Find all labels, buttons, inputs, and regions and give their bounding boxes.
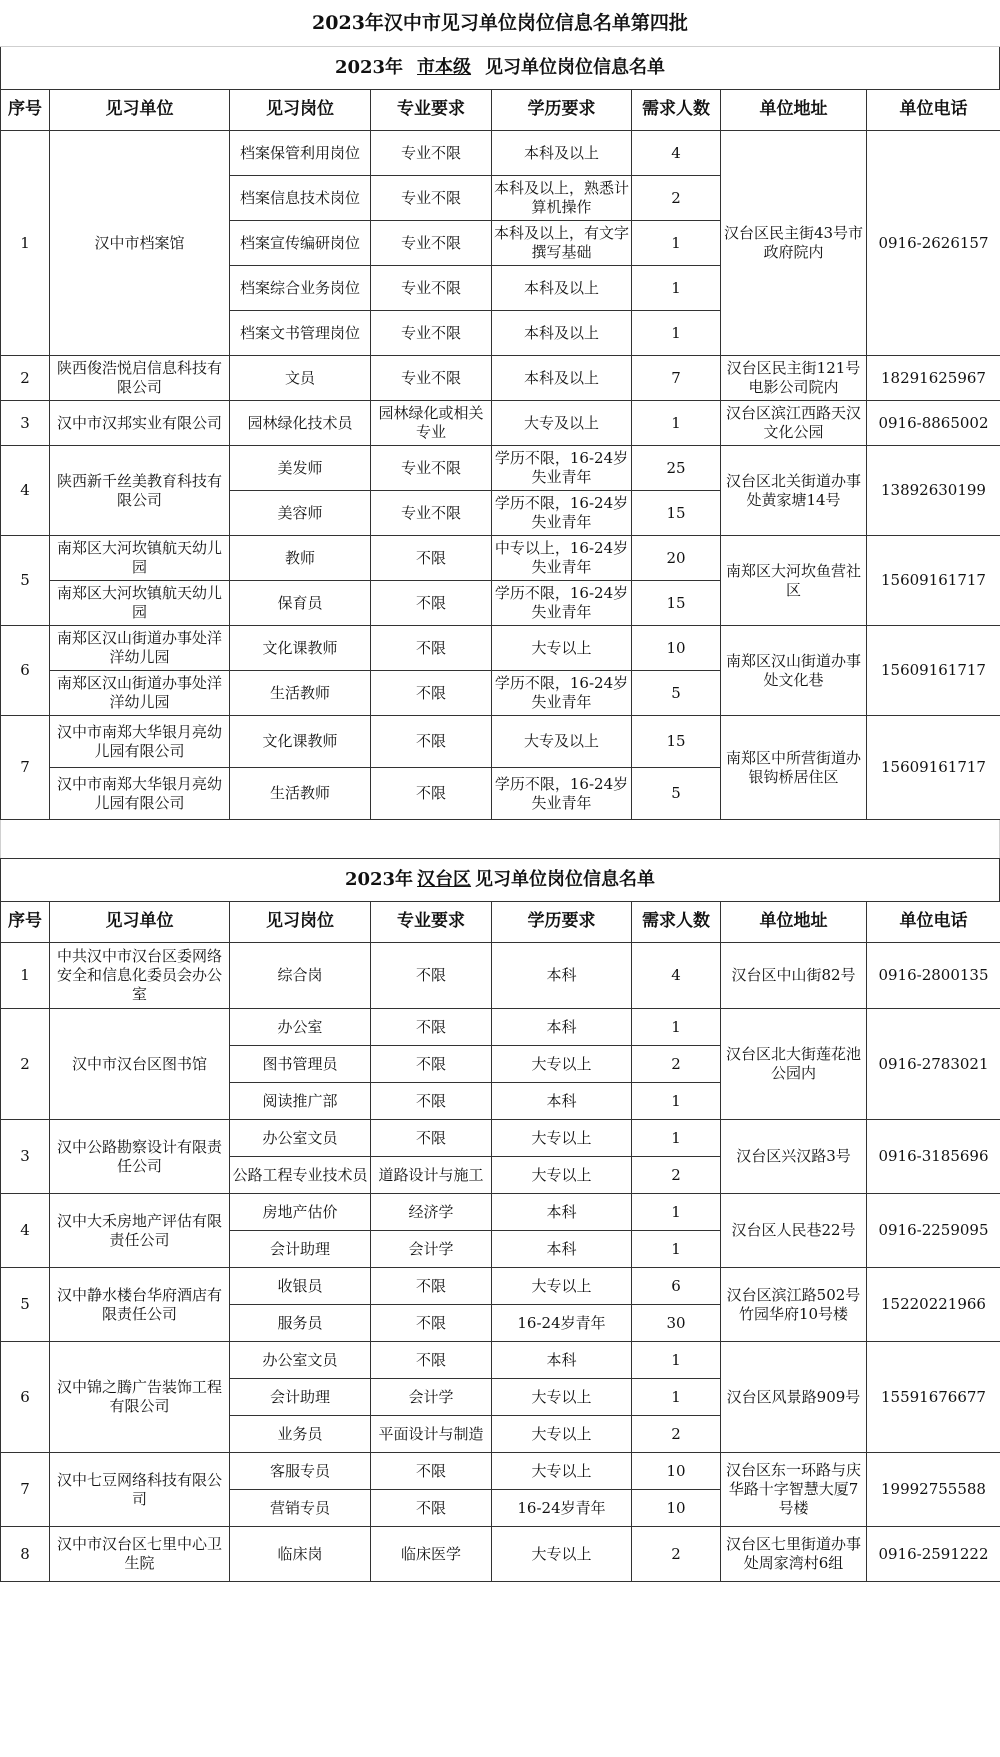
headcount: 1 [632,1120,721,1157]
row-number: 3 [1,1120,50,1194]
row-number: 6 [1,1342,50,1453]
unit-address: 汉台区兴汉路3号 [721,1120,867,1194]
job-post: 图书管理员 [230,1046,371,1083]
unit-phone: 18291625967 [867,356,1000,401]
row-number: 5 [1,536,50,626]
unit-phone: 0916-3185696 [867,1120,1000,1194]
major-requirement: 不限 [371,1490,492,1527]
unit-address: 汉台区滨江西路天汉文化公园 [721,401,867,446]
job-post: 服务员 [230,1305,371,1342]
job-post: 文化课教师 [230,716,371,768]
unit-name: 中共汉中市汉台区委网络安全和信息化委员会办公室 [50,943,230,1009]
education-requirement: 大专以上 [492,1379,632,1416]
job-post: 业务员 [230,1416,371,1453]
unit-phone: 0916-2259095 [867,1194,1000,1268]
section-title-suffix: 见习单位岗位信息名单 [475,869,656,890]
row-number: 3 [1,401,50,446]
table-row [1,1009,1000,1046]
major-requirement: 专业不限 [371,491,492,536]
row-number: 2 [1,356,50,401]
major-requirement: 不限 [371,716,492,768]
unit-name: 陕西新千丝美教育科技有限公司 [50,446,230,536]
unit-address: 汉台区东一环路与庆华路十字智慧大厦7号楼 [721,1453,867,1527]
education-requirement: 大专以上 [492,1416,632,1453]
headcount: 5 [632,768,721,820]
table-row [1,131,1000,176]
job-post: 会计助理 [230,1379,371,1416]
education-requirement: 16-24岁青年 [492,1305,632,1342]
education-requirement: 学历不限，16-24岁失业青年 [492,446,632,491]
unit-name: 汉中市档案馆 [50,131,230,356]
unit-phone: 0916-2800135 [867,943,1000,1009]
section-gap [0,820,1000,858]
major-requirement: 专业不限 [371,176,492,221]
unit-name: 汉中静水楼台华府酒店有限责任公司 [50,1268,230,1342]
education-requirement: 本科及以上 [492,131,632,176]
education-requirement: 本科 [492,1231,632,1268]
table-row [1,1342,1000,1379]
row-number: 1 [1,943,50,1009]
headcount: 1 [632,221,721,266]
headcount: 7 [632,356,721,401]
row-number: 2 [1,1009,50,1120]
table-hantai [0,901,1000,1582]
column-header: 需求人数 [632,902,721,943]
job-post: 园林绿化技术员 [230,401,371,446]
major-requirement: 平面设计与制造 [371,1416,492,1453]
education-requirement: 本科及以上 [492,311,632,356]
job-post: 会计助理 [230,1231,371,1268]
headcount: 1 [632,1083,721,1120]
column-header: 见习单位 [50,902,230,943]
major-requirement: 临床医学 [371,1527,492,1582]
row-number: 4 [1,446,50,536]
major-requirement: 经济学 [371,1194,492,1231]
headcount: 1 [632,1342,721,1379]
job-post: 客服专员 [230,1453,371,1490]
major-requirement: 园林绿化或相关专业 [371,401,492,446]
major-requirement: 不限 [371,1305,492,1342]
education-requirement: 本科 [492,1342,632,1379]
table-city-level [0,89,1000,820]
unit-address: 汉台区民主街121号电影公司院内 [721,356,867,401]
document-title: 2023年汉中市见习单位岗位信息名单第四批 [0,0,1000,47]
headcount: 15 [632,581,721,626]
headcount: 4 [632,131,721,176]
job-post: 公路工程专业技术员 [230,1157,371,1194]
job-post: 办公室文员 [230,1120,371,1157]
table-row [1,1453,1000,1490]
unit-address: 汉台区人民巷22号 [721,1194,867,1268]
major-requirement: 专业不限 [371,446,492,491]
table-row [1,356,1000,401]
education-requirement: 大专以上 [492,626,632,671]
column-header: 见习岗位 [230,90,371,131]
major-requirement: 不限 [371,1009,492,1046]
unit-address: 汉台区北大街莲花池公园内 [721,1009,867,1120]
education-requirement: 本科 [492,943,632,1009]
major-requirement: 专业不限 [371,356,492,401]
major-requirement: 不限 [371,1268,492,1305]
education-requirement: 大专及以上 [492,716,632,768]
major-requirement: 不限 [371,581,492,626]
major-requirement: 专业不限 [371,266,492,311]
education-requirement: 本科 [492,1194,632,1231]
headcount: 30 [632,1305,721,1342]
headcount: 5 [632,671,721,716]
job-post: 教师 [230,536,371,581]
education-requirement: 学历不限，16-24岁失业青年 [492,768,632,820]
headcount: 10 [632,1490,721,1527]
major-requirement: 专业不限 [371,221,492,266]
job-post: 办公室文员 [230,1342,371,1379]
education-requirement: 大专以上 [492,1268,632,1305]
unit-name: 南郑区大河坎镇航天幼儿园 [50,581,230,626]
table-row [1,716,1000,768]
row-number: 6 [1,626,50,716]
education-requirement: 大专以上 [492,1157,632,1194]
major-requirement: 不限 [371,536,492,581]
unit-address: 汉台区中山街82号 [721,943,867,1009]
headcount: 25 [632,446,721,491]
column-header: 单位电话 [867,90,1000,131]
table-header-row [1,902,1000,943]
unit-phone: 0916-2626157 [867,131,1000,356]
education-requirement: 学历不限，16-24岁失业青年 [492,581,632,626]
job-post: 生活教师 [230,768,371,820]
headcount: 2 [632,1046,721,1083]
headcount: 1 [632,1009,721,1046]
unit-address: 汉台区滨江路502号竹园华府10号楼 [721,1268,867,1342]
section-title-year: 2023年 [334,57,404,78]
major-requirement: 不限 [371,1453,492,1490]
headcount: 10 [632,626,721,671]
unit-name: 南郑区汉山街道办事处洋洋幼儿园 [50,671,230,716]
major-requirement: 不限 [371,943,492,1009]
major-requirement: 不限 [371,1342,492,1379]
unit-address: 汉台区民主街43号市政府院内 [721,131,867,356]
headcount: 1 [632,1379,721,1416]
headcount: 2 [632,1157,721,1194]
unit-name: 南郑区汉山街道办事处洋洋幼儿园 [50,626,230,671]
unit-name: 汉中大禾房地产评估有限责任公司 [50,1194,230,1268]
headcount: 6 [632,1268,721,1305]
section-title-city [0,47,1000,89]
unit-name: 南郑区大河坎镇航天幼儿园 [50,536,230,581]
unit-name: 汉中市南郑大华银月亮幼儿园有限公司 [50,768,230,820]
section-title-year: 2023年 [344,869,414,890]
unit-name: 汉中市汉台区图书馆 [50,1009,230,1120]
section-title-region: 汉台区 [417,869,472,890]
unit-phone: 13892630199 [867,446,1000,536]
table-header-row [1,90,1000,131]
major-requirement: 不限 [371,768,492,820]
education-requirement: 大专以上 [492,1527,632,1582]
unit-phone: 15220221966 [867,1268,1000,1342]
education-requirement: 中专以上，16-24岁失业青年 [492,536,632,581]
education-requirement: 学历不限，16-24岁失业青年 [492,491,632,536]
unit-phone: 15591676677 [867,1342,1000,1453]
unit-phone: 19992755588 [867,1453,1000,1527]
job-post: 档案文书管理岗位 [230,311,371,356]
headcount: 1 [632,401,721,446]
unit-phone: 0916-8865002 [867,401,1000,446]
table-row [1,536,1000,581]
major-requirement: 专业不限 [371,131,492,176]
row-number: 7 [1,716,50,820]
unit-address: 汉台区风景路909号 [721,1342,867,1453]
unit-phone: 0916-2591222 [867,1527,1000,1582]
education-requirement: 本科及以上，熟悉计算机操作 [492,176,632,221]
section-title-hantai [0,858,1000,901]
section-title-suffix: 见习单位岗位信息名单 [485,57,666,78]
table-row [1,401,1000,446]
unit-name: 汉中公路勘察设计有限责任公司 [50,1120,230,1194]
column-header: 专业要求 [371,90,492,131]
job-post: 档案保管利用岗位 [230,131,371,176]
major-requirement: 不限 [371,1046,492,1083]
headcount: 2 [632,1416,721,1453]
job-post: 综合岗 [230,943,371,1009]
column-header: 学历要求 [492,902,632,943]
headcount: 2 [632,176,721,221]
headcount: 15 [632,716,721,768]
job-post: 档案宣传编研岗位 [230,221,371,266]
major-requirement: 不限 [371,1120,492,1157]
table-row [1,943,1000,1009]
row-number: 7 [1,1453,50,1527]
job-post: 文员 [230,356,371,401]
job-post: 文化课教师 [230,626,371,671]
education-requirement: 大专以上 [492,1453,632,1490]
job-post: 保育员 [230,581,371,626]
headcount: 1 [632,1231,721,1268]
headcount: 1 [632,1194,721,1231]
education-requirement: 本科及以上 [492,266,632,311]
education-requirement: 学历不限，16-24岁失业青年 [492,671,632,716]
education-requirement: 本科及以上 [492,356,632,401]
job-post: 营销专员 [230,1490,371,1527]
unit-address: 南郑区大河坎鱼营社区 [721,536,867,626]
unit-address: 南郑区中所营街道办银钩桥居住区 [721,716,867,820]
table-row [1,1268,1000,1305]
unit-phone: 0916-2783021 [867,1009,1000,1120]
unit-name: 汉中市汉邦实业有限公司 [50,401,230,446]
headcount: 15 [632,491,721,536]
major-requirement: 不限 [371,1083,492,1120]
column-header: 专业要求 [371,902,492,943]
unit-address: 汉台区北关街道办事处黄家塘14号 [721,446,867,536]
job-post: 档案综合业务岗位 [230,266,371,311]
table-row [1,446,1000,491]
major-requirement: 不限 [371,626,492,671]
job-post: 房地产估价 [230,1194,371,1231]
education-requirement: 大专及以上 [492,401,632,446]
job-post: 办公室 [230,1009,371,1046]
section-title-region: 市本级 [417,57,472,78]
column-header: 学历要求 [492,90,632,131]
column-header: 序号 [1,902,50,943]
column-header: 需求人数 [632,90,721,131]
major-requirement: 会计学 [371,1231,492,1268]
column-header: 单位地址 [721,902,867,943]
unit-phone: 15609161717 [867,716,1000,820]
headcount: 1 [632,266,721,311]
headcount: 20 [632,536,721,581]
major-requirement: 不限 [371,671,492,716]
unit-name: 陕西俊浩悦启信息科技有限公司 [50,356,230,401]
unit-address: 南郑区汉山街道办事处文化巷 [721,626,867,716]
headcount: 2 [632,1527,721,1582]
unit-name: 汉中市南郑大华银月亮幼儿园有限公司 [50,716,230,768]
column-header: 序号 [1,90,50,131]
job-post: 阅读推广部 [230,1083,371,1120]
table-row [1,626,1000,671]
job-post: 美容师 [230,491,371,536]
education-requirement: 本科 [492,1083,632,1120]
major-requirement: 会计学 [371,1379,492,1416]
major-requirement: 专业不限 [371,311,492,356]
column-header: 单位地址 [721,90,867,131]
education-requirement: 大专以上 [492,1120,632,1157]
education-requirement: 本科 [492,1009,632,1046]
job-post: 收银员 [230,1268,371,1305]
education-requirement: 本科及以上，有文字撰写基础 [492,221,632,266]
education-requirement: 16-24岁青年 [492,1490,632,1527]
table-row [1,1194,1000,1231]
table-row [1,1527,1000,1582]
major-requirement: 道路设计与施工 [371,1157,492,1194]
column-header: 单位电话 [867,902,1000,943]
job-post: 生活教师 [230,671,371,716]
unit-phone: 15609161717 [867,536,1000,626]
job-post: 美发师 [230,446,371,491]
unit-name: 汉中七豆网络科技有限公司 [50,1453,230,1527]
unit-name: 汉中锦之腾广告装饰工程有限公司 [50,1342,230,1453]
unit-phone: 15609161717 [867,626,1000,716]
row-number: 4 [1,1194,50,1268]
job-post: 临床岗 [230,1527,371,1582]
column-header: 见习单位 [50,90,230,131]
row-number: 1 [1,131,50,356]
column-header: 见习岗位 [230,902,371,943]
row-number: 8 [1,1527,50,1582]
headcount: 4 [632,943,721,1009]
unit-address: 汉台区七里街道办事处周家湾村6组 [721,1527,867,1582]
unit-name: 汉中市汉台区七里中心卫生院 [50,1527,230,1582]
table-row [1,1120,1000,1157]
row-number: 5 [1,1268,50,1342]
headcount: 10 [632,1453,721,1490]
job-post: 档案信息技术岗位 [230,176,371,221]
headcount: 1 [632,311,721,356]
education-requirement: 大专以上 [492,1046,632,1083]
